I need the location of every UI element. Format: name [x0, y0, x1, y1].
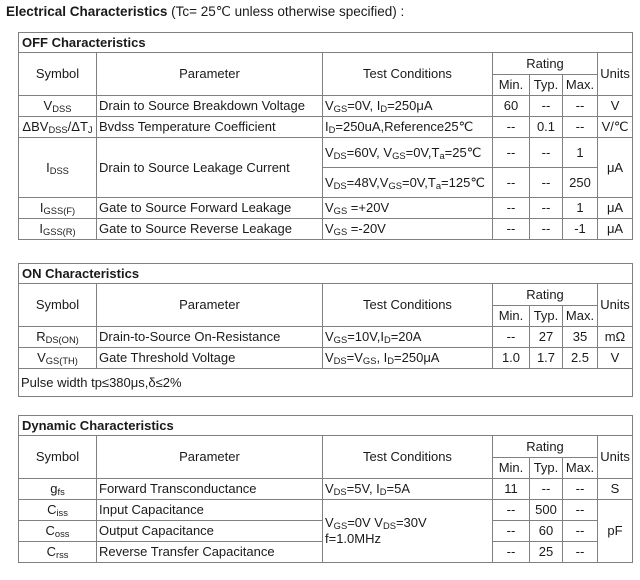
parameter-cell: Output Capacitance [97, 521, 323, 542]
test-conditions-cell: $V_{DS}=5V$, $I_D=5A$ [323, 479, 493, 500]
column-header-max: Max. [563, 458, 598, 479]
table-row [19, 138, 633, 168]
typ-cell: 60 [530, 521, 563, 542]
min-cell: -- [493, 168, 530, 198]
symbol-cell: $\Delta BV_{DSS}/\Delta T_J$ [19, 117, 97, 138]
max-cell: -- [563, 500, 598, 521]
column-header-typ: Typ. [530, 306, 563, 327]
typ-cell: 27 [530, 327, 563, 348]
typ-cell: 0.1 [530, 117, 563, 138]
test-conditions-line-1: $V_{GS}=0V$ $V_{DS}=30V$ [325, 514, 427, 531]
typ-cell: -- [530, 198, 563, 219]
column-header-symbol: Symbol [19, 284, 97, 327]
units-cell: V [598, 96, 633, 117]
column-header-test-conditions: Test Conditions [323, 284, 493, 327]
table-row [19, 33, 633, 53]
table-header-row [19, 436, 633, 458]
column-header-rating: Rating [493, 53, 598, 75]
page-title-bold: Electrical Characteristics [6, 4, 168, 19]
min-cell: -- [493, 198, 530, 219]
table-row [19, 219, 633, 240]
typ-cell: -- [530, 138, 563, 168]
column-header-typ: Typ. [530, 75, 563, 96]
column-header-max: Max. [563, 306, 598, 327]
off-characteristics-table [18, 32, 633, 240]
column-header-parameter: Parameter [97, 436, 323, 479]
test-conditions-cell: $V_{GS} =+20V$ [323, 198, 493, 219]
typ-cell: -- [530, 479, 563, 500]
column-header-min: Min. [493, 75, 530, 96]
parameter-cell: Gate Threshold Voltage [97, 348, 323, 369]
parameter-cell: Gate to Source Reverse Leakage [97, 219, 323, 240]
max-cell: -- [563, 542, 598, 563]
max-cell: 1 [563, 198, 598, 219]
column-header-min: Min. [493, 458, 530, 479]
symbol-cell: $I_{GSS(F)}$ [19, 198, 97, 219]
table-row [19, 264, 633, 284]
test-conditions-cell: $V_{GS}=0V$, $I_D=250\mu A$ [323, 96, 493, 117]
column-header-typ: Typ. [530, 458, 563, 479]
min-cell: -- [493, 500, 530, 521]
table-header-row [19, 284, 633, 306]
max-cell: 250 [563, 168, 598, 198]
column-header-test-conditions: Test Conditions [323, 53, 493, 96]
parameter-cell: Gate to Source Forward Leakage [97, 198, 323, 219]
column-header-parameter: Parameter [97, 53, 323, 96]
column-header-symbol: Symbol [19, 436, 97, 479]
symbol-cell: $C_{oss}$ [19, 521, 97, 542]
table-row [19, 327, 633, 348]
min-cell: -- [493, 521, 530, 542]
parameter-cell: Bvdss Temperature Coefficient [97, 117, 323, 138]
parameter-cell: Drain to Source Breakdown Voltage [97, 96, 323, 117]
typ-cell: -- [530, 96, 563, 117]
max-cell: -- [563, 521, 598, 542]
column-header-parameter: Parameter [97, 284, 323, 327]
symbol-cell: $g_{fs}$ [19, 479, 97, 500]
typ-cell: -- [530, 219, 563, 240]
test-conditions-cell: $V_{GS}=10V,I_D=20A$ [323, 327, 493, 348]
units-cell: μA [598, 138, 633, 198]
symbol-cell: $R_{DS(ON)}$ [19, 327, 97, 348]
min-cell: 11 [493, 479, 530, 500]
test-conditions-cell: $V_{GS} =-20V$ [323, 219, 493, 240]
on-characteristics-table [18, 263, 633, 397]
column-header-rating: Rating [493, 284, 598, 306]
dynamic-characteristics-table [18, 415, 633, 563]
parameter-cell: Input Capacitance [97, 500, 323, 521]
test-conditions-cell: $I_D=250uA,Reference25℃$ [323, 117, 493, 138]
test-conditions-cell: $V_{DS}=48V,V_{GS}=0V,T_a=125℃$ [323, 168, 493, 198]
section-title: Dynamic Characteristics [19, 416, 633, 436]
max-cell: -- [563, 479, 598, 500]
min-cell: -- [493, 219, 530, 240]
table-row [19, 500, 633, 521]
table-row [19, 117, 633, 138]
parameter-cell: Reverse Transfer Capacitance [97, 542, 323, 563]
test-conditions-cell: $V_{DS}=V_{GS}$, $I_D=250\mu A$ [323, 348, 493, 369]
column-header-units: Units [598, 53, 633, 96]
min-cell: -- [493, 542, 530, 563]
column-header-units: Units [598, 436, 633, 479]
table-row [19, 96, 633, 117]
max-cell: -- [563, 117, 598, 138]
symbol-cell: $I_{GSS(R)}$ [19, 219, 97, 240]
symbol-cell: $V_{DSS}$ [19, 96, 97, 117]
column-header-units: Units [598, 284, 633, 327]
section-title: OFF Characteristics [19, 33, 633, 53]
symbol-cell: $C_{iss}$ [19, 500, 97, 521]
table-header-row [19, 53, 633, 75]
page-title [0, 0, 640, 20]
units-cell: V [598, 348, 633, 369]
units-cell: S [598, 479, 633, 500]
typ-cell: 1.7 [530, 348, 563, 369]
parameter-cell: Forward Transconductance [97, 479, 323, 500]
section-title: ON Characteristics [19, 264, 633, 284]
units-cell: μA [598, 219, 633, 240]
symbol-cell: $I_{DSS}$ [19, 138, 97, 198]
typ-cell: 500 [530, 500, 563, 521]
page-title-rest: (Tc= 25℃ unless otherwise specified) : [167, 4, 405, 19]
test-conditions-cell: $V_{DS}=60V$, $V_{GS}=0V,T_a=25℃$ [323, 138, 493, 168]
typ-cell: -- [530, 168, 563, 198]
units-cell: V/℃ [598, 117, 633, 138]
min-cell: 1.0 [493, 348, 530, 369]
max-cell: 35 [563, 327, 598, 348]
max-cell: 1 [563, 138, 598, 168]
max-cell: -1 [563, 219, 598, 240]
table-row [19, 369, 633, 397]
table-row [19, 479, 633, 500]
typ-cell: 25 [530, 542, 563, 563]
column-header-min: Min. [493, 306, 530, 327]
units-cell: pF [598, 500, 633, 563]
table-row [19, 416, 633, 436]
symbol-cell: $V_{GS(TH)}$ [19, 348, 97, 369]
parameter-cell: Drain to Source Leakage Current [97, 138, 323, 198]
column-header-symbol: Symbol [19, 53, 97, 96]
table-row [19, 348, 633, 369]
parameter-cell: Drain-to-Source On-Resistance [97, 327, 323, 348]
max-cell: 2.5 [563, 348, 598, 369]
test-conditions-cell [323, 500, 493, 563]
units-cell: μA [598, 198, 633, 219]
units-cell: mΩ [598, 327, 633, 348]
min-cell: -- [493, 117, 530, 138]
min-cell: 60 [493, 96, 530, 117]
pulse-width-footnote: Pulse width tp≤380μs,δ≤2% [19, 369, 633, 397]
column-header-max: Max. [563, 75, 598, 96]
min-cell: -- [493, 327, 530, 348]
symbol-cell: $C_{rss}$ [19, 542, 97, 563]
table-row [19, 198, 633, 219]
max-cell: -- [563, 96, 598, 117]
test-conditions-line-2: f=1.0MHz [325, 531, 381, 546]
column-header-test-conditions: Test Conditions [323, 436, 493, 479]
min-cell: -- [493, 138, 530, 168]
column-header-rating: Rating [493, 436, 598, 458]
